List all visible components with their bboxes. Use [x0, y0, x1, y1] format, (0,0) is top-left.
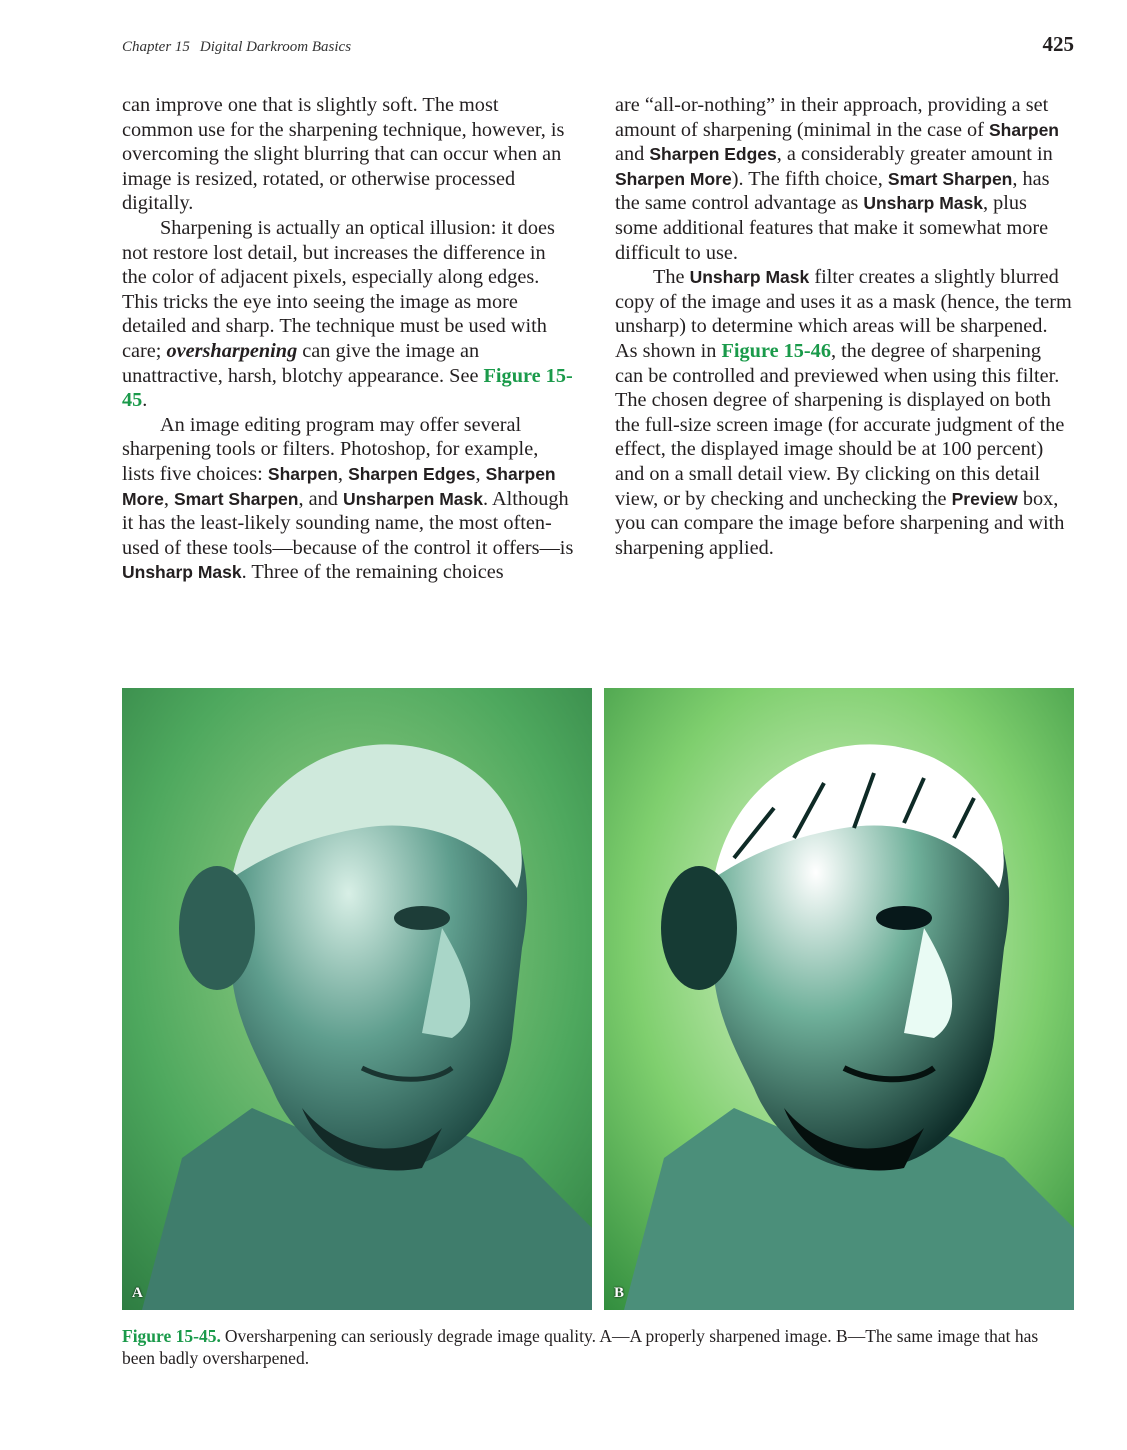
photo-label-b: B — [614, 1285, 625, 1301]
figure-ref-15-45[interactable]: Figure 15-45 — [122, 364, 573, 412]
ui-term: Smart Sharpen — [887, 168, 1013, 189]
right-column — [615, 93, 1073, 560]
running-head — [122, 32, 1074, 56]
ui-term: Sharpen More — [122, 463, 556, 509]
ui-term: Unsharp Mask — [863, 193, 983, 214]
ui-term: Sharpen — [988, 119, 1060, 140]
paragraph: Sharpening is actually an optical illusion: it does not restore lost detail, but increases the difference in the color of adjacent pixels, especially along edges. This tricks the eye into seeing the image as more detailed and sharp. The technique must be used with care; oversharpening can give the image an unattractive, harsh, blotchy appearance. See Figure 15-45. — [122, 216, 573, 412]
left-column — [122, 93, 574, 585]
term-oversharpening: oversharpening — [166, 339, 298, 362]
paragraph: The Unsharp Mask filter creates a slightly blurred copy of the image and uses it as a mask (hence, the term unsharp) to determine which areas will be sharpened. As shown in Figure 15-46, the degree of sharpening can be controlled and previewed when using this filter. The chosen degree of sharpening is displayed on both the full-size screen image (for accurate judgment of the effect, the displayed image should be at 100 percent) and on a small detail view. By clicking on this detail view, or by checking and unchecking the Preview box, you can compare the image before sharpening and with sharpening applied. — [615, 266, 1072, 559]
ui-term: Sharpen Edges — [348, 463, 476, 484]
paragraph: are “all-or-nothing” in their approach, providing a set amount of sharpening (minimal in the case of Sharpen and Sharpen Edges, a considerably greater amount in Sharpen More). The fifth choice, Smart Sharpen, has the same control advantage as Unsharp Mask, plus some additional features that make it somewhat more difficult to use. — [615, 94, 1060, 264]
chapter-title: Chapter 15 Digital Darkroom Basics — [122, 39, 352, 55]
ui-term: Sharpen — [267, 463, 338, 484]
photo-a-properly-sharpened — [122, 688, 592, 1310]
ui-term: Preview — [951, 488, 1018, 509]
figure-ref-15-46[interactable]: Figure 15-46 — [721, 339, 831, 362]
ui-term: Unsharp Mask — [689, 267, 810, 288]
figure-caption-text: Oversharpening can seriously degrade image quality. A—A properly sharpened image. B—The same image that has been badly oversharpened. — [122, 1326, 1039, 1368]
ui-term: Sharpen Edges — [649, 144, 777, 165]
ui-term: Unsharpen Mask — [342, 488, 483, 509]
photo-label-a: A — [132, 1285, 143, 1301]
paragraph: An image editing program may offer several sharpening tools or filters. Photoshop, for example, lists five choices: Sharpen, Sharpen Edges, Sharpen More, Smart Sharpen, and Unsharpen Mask. Although it has the least-likely sounding name, the most often-used of these tools—because of the control it offers—is Unsharp Mask. Three of the remaining choices — [122, 413, 574, 584]
ui-term: Unsharp Mask — [122, 562, 242, 583]
statue-bust-image — [604, 688, 1074, 1310]
figure-caption-label: Figure 15-45. — [122, 1326, 221, 1346]
ui-term: Smart Sharpen — [173, 488, 299, 509]
paragraph: can improve one that is slightly soft. The most common use for the sharpening technique, however, is overcoming the slight blurring that can occur when an image is resized, rotated, or otherwise processed digitally. — [122, 94, 565, 215]
photo-b-oversharpened — [604, 688, 1074, 1310]
page-number: 425 — [1042, 32, 1074, 56]
figure-caption — [122, 1325, 1072, 1369]
statue-bust-image — [122, 688, 592, 1310]
ui-term: Sharpen More — [615, 168, 732, 189]
